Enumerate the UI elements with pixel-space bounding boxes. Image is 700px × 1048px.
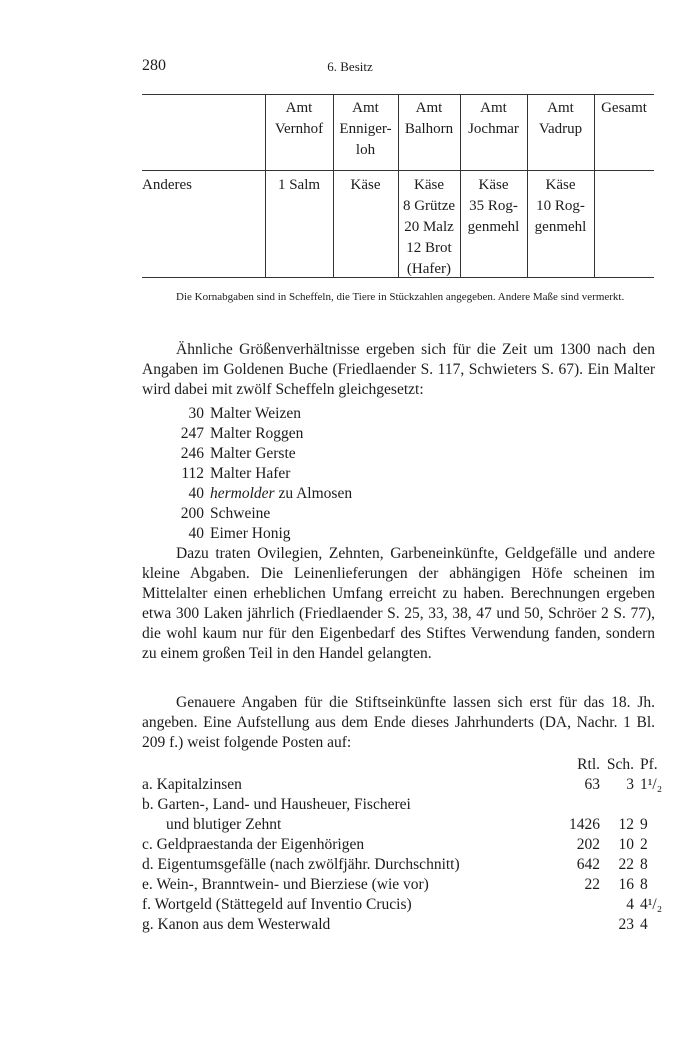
ledger-value-sch: 4 [626, 896, 634, 913]
column-header-line: Balhorn [404, 121, 454, 137]
table-footnote: Die Kornabgaben sind in Scheffeln, die Tiere in Stückzahlen angegeben. Andere Maße sind vermerkt. [176, 291, 625, 303]
list-item-italic-term: hermolder [210, 485, 275, 502]
list-item-text [210, 444, 296, 464]
column-header-line: Jochmar [468, 121, 519, 137]
ledger-row [142, 835, 662, 855]
column-header-line: Amt [352, 100, 379, 116]
table-cell-line: Käse [414, 177, 444, 193]
ledger-value-rtl: 63 [584, 776, 600, 793]
list-item-text [210, 504, 270, 524]
table-cell-line: 20 Malz [404, 219, 454, 235]
ledger-value-pf: 8 [640, 856, 648, 873]
list-item-label: Malter Weizen [210, 405, 301, 422]
ledger-row-label: d. Eigentumsgefälle (nach zwölfjähr. Durchschnitt) [142, 856, 460, 873]
row-label: Anderes [142, 177, 192, 193]
ledger-row [142, 875, 662, 895]
column-header-line: Vernhof [274, 121, 324, 137]
table-cell-line: genmehl [534, 219, 587, 235]
list-item-text [210, 484, 352, 504]
table-cell-line: 35 Rog- [469, 198, 518, 214]
ledger-value-pf: 1¹/₂ [640, 776, 663, 793]
column-header-line: loh [355, 142, 376, 158]
list-item-quantity: 247 [180, 425, 204, 442]
list-item-quantity: 200 [180, 505, 204, 522]
ledger-row [142, 855, 662, 875]
ledger-row-label: g. Kanon aus dem Westerwald [142, 916, 331, 933]
list-item-label: Malter Hafer [210, 465, 291, 482]
list-item-quantity: 112 [181, 465, 204, 482]
ledger-header-row [142, 755, 662, 775]
page-number: 280 [142, 57, 166, 74]
ledger-value-rtl: 1426 [569, 816, 600, 833]
list-item-label: Malter Gerste [210, 445, 296, 462]
list-item-text [210, 424, 303, 444]
ledger-value-sch: 22 [618, 856, 634, 873]
ledger-value-sch: 23 [618, 916, 634, 933]
paragraph-1: Ähnliche Größenverhältnisse ergeben sich für die Zeit um 1300 nach den Angaben im Goldenen Buche (Friedlaender S. 117, Schwieters S. 67). Ein Malter wird dabei mit zwölf Scheffeln gleichgesetzt: [142, 341, 655, 398]
list-item-quantity: 246 [180, 445, 204, 462]
table-cell-line: genmehl [467, 219, 520, 235]
ledger-row-label: f. Wortgeld (Stättegeld auf Inventio Crucis) [142, 896, 412, 913]
table-cell-line: 1 Salm [277, 177, 321, 193]
table-cell-line: Käse [350, 177, 381, 193]
ledger-value-pf: 4¹/₂ [640, 896, 663, 913]
table-col-divider-body-6 [594, 170, 595, 277]
ledger-value-pf: 9 [640, 816, 648, 833]
list-item-text [210, 524, 291, 544]
ledger-value-rtl: 202 [576, 836, 600, 853]
table-cell-line: 12 Brot [406, 240, 452, 256]
ledger-row [142, 895, 662, 915]
list-item-quantity: 40 [188, 485, 204, 502]
ledger-value-sch: 12 [618, 816, 634, 833]
column-header-line: Amt [285, 100, 313, 116]
ledger-row [142, 815, 662, 835]
ledger-row-label: und blutiger Zehnt [166, 816, 282, 833]
ledger-value-pf: 8 [640, 876, 648, 893]
table-cell-line: Käse [478, 177, 509, 193]
ledger-row [142, 775, 662, 795]
ledger-row-label: e. Wein-, Branntwein- und Bierziese (wie vor) [142, 876, 429, 893]
column-header-line: Gesamt [601, 100, 647, 116]
column-header-line: Enniger- [339, 121, 392, 137]
ledger-value-pf: 2 [640, 836, 648, 853]
list-item-label: Eimer Honig [210, 525, 291, 542]
table-cell-line: 8 Grütze [402, 198, 456, 214]
list-item-quantity: 40 [188, 525, 204, 542]
ledger-value-sch: 16 [618, 876, 634, 893]
ledger-value-sch: 3 [626, 776, 634, 793]
column-header-line: Amt [547, 100, 574, 116]
column-header-line: Vadrup [538, 121, 583, 137]
list-item-label: Schweine [210, 505, 271, 522]
ledger-row-label: c. Geldpraestanda der Eigenhörigen [142, 836, 365, 853]
ledger-value-rtl: 642 [576, 856, 600, 873]
column-header-line: Amt [415, 100, 443, 116]
list-item-text [210, 404, 301, 424]
paragraph-3: Genauere Angaben für die Stiftseinkünfte lassen sich erst für das 18. Jh. angeben. Eine Aufstellung aus dem Ende dieses Jahrhunderts (DA, Nachr. 1 Bl. 209 f.) weist folgende Posten auf: [142, 694, 655, 751]
paragraph-2: Dazu traten Ovilegien, Zehnten, Garbeneinkünfte, Geldgefälle und andere kleine Abgaben. Die Leinenlieferungen der abhängigen Höfe scheinen im Mittelalter einen erheblichen Umfang erreicht zu haben. Berechnungen ergeben etwa 300 Laken jährlich (Friedlaender S. 25, 33, 38, 47 und 50, Schröer 2 S. 77), die wohl kaum nur für den Eigenbedarf des Stiftes Verwendung fanden, sondern zu einem großen Teil in den Handel gelangten. [142, 545, 655, 662]
column-header-line: Amt [480, 100, 507, 116]
running-header: 6. Besitz [327, 59, 373, 74]
ledger-col-pf: Pf. [640, 756, 658, 773]
ledger-row [142, 795, 662, 815]
ledger-row [142, 915, 662, 935]
ledger-value-rtl: 22 [584, 876, 600, 893]
ledger-value-pf: 4 [640, 916, 648, 933]
data-table [142, 94, 654, 278]
ledger-row-label: a. Kapitalzinsen [142, 776, 242, 793]
table-cell-line: Käse [545, 177, 576, 193]
table-cell-line: 10 Rog- [536, 198, 585, 214]
ledger-col-sch: Sch. [606, 756, 634, 773]
list-item-quantity: 30 [188, 405, 204, 422]
list-item-text [210, 464, 290, 484]
list-item-suffix: zu Almosen [274, 485, 353, 502]
ledger-col-rtl: Rtl. [577, 756, 600, 773]
list-item-label: Malter Roggen [210, 425, 304, 442]
ledger-row-label: b. Garten-, Land- und Hausheuer, Fischerei [142, 796, 411, 813]
ledger-value-sch: 10 [618, 836, 634, 853]
table-cell-line: (Hafer) [406, 261, 452, 277]
